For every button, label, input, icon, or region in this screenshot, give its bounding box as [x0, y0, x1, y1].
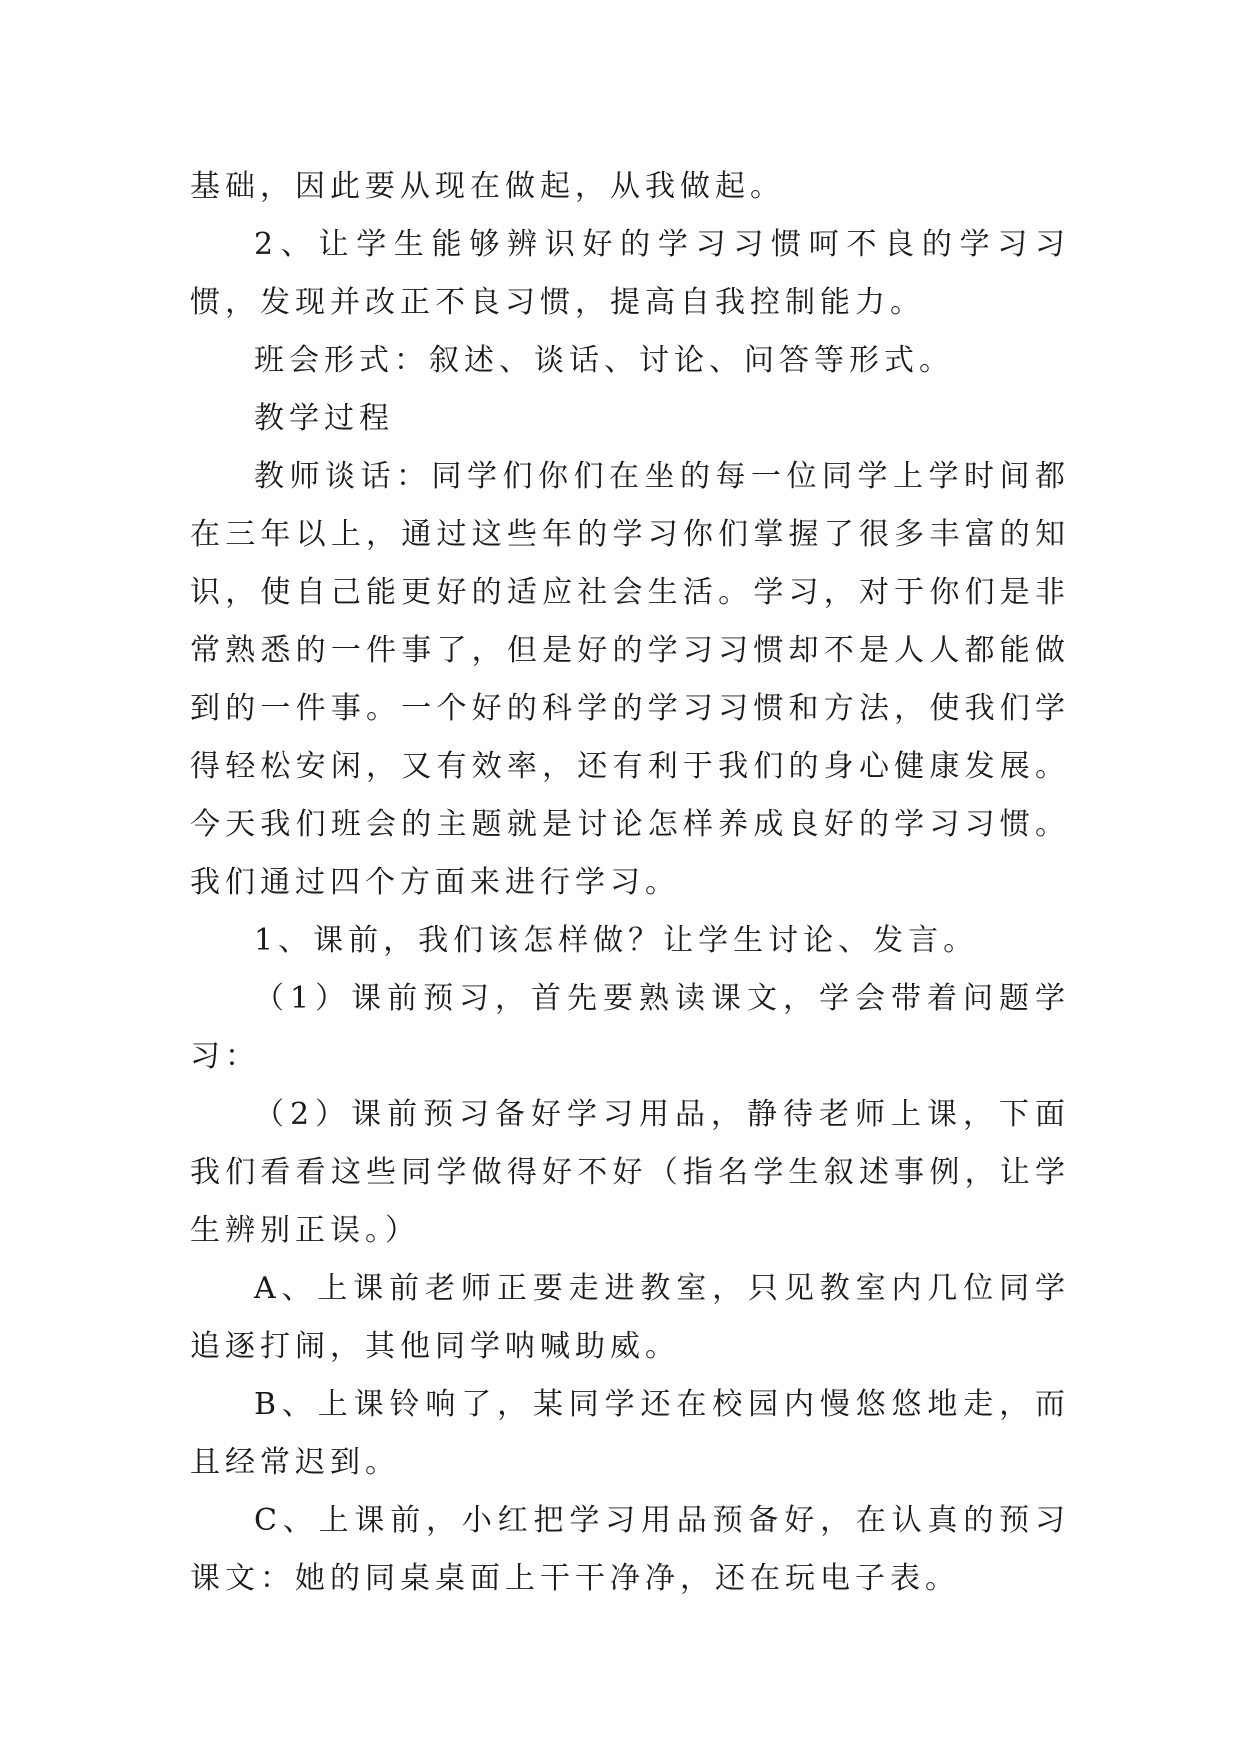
paragraph-1: 基础，因此要从现在做起，从我做起。: [190, 169, 785, 204]
paragraph-4: 教学过程: [254, 401, 394, 436]
paragraph-9: A、上课前老师正要走进教室，只见教室内几位同学追逐打闹，其他同学呐喊助威。: [190, 1271, 1070, 1364]
paragraph-2: 2、让学生能够辨识好的学习习惯呵不良的学习习惯，发现并改正不良习惯，提高自我控制能力。: [190, 227, 1070, 320]
paragraph-8: （2）课前预习备好学习用品，静待老师上课，下面我们看看这些同学做得好不好（指名学生叙述事例，让学生辨别正误。）: [190, 1097, 1070, 1248]
paragraph-6: 1、课前，我们该怎样做？让学生讨论、发言。: [254, 923, 979, 958]
paragraph-10: B、上课铃响了，某同学还在校园内慢悠悠地走，而且经常迟到。: [190, 1387, 1070, 1480]
paragraph-11: C、上课前，小红把学习用品预备好，在认真的预习课文：她的同桌桌面上干干净净，还在玩电子表。: [190, 1503, 1070, 1596]
paragraph-7: （1）课前预习，首先要熟读课文，学会带着问题学习：: [190, 981, 1070, 1074]
document-body: [190, 158, 1070, 1608]
paragraph-3: 班会形式：叙述、谈话、讨论、问答等形式。: [254, 343, 954, 378]
paragraph-5: 教师谈话：同学们你们在坐的每一位同学上学时间都在三年以上，通过这些年的学习你们掌握了很多丰富的知识，使自己能更好的适应社会生活。学习，对于你们是非常熟悉的一件事了，但是好的学习习惯却不是人人都能做到的一件事。一个好的科学的学习习惯和方法，使我们学得轻松安闲，又有效率，还有利于我们的身心健康发展。今天我们班会的主题就是讨论怎样养成良好的学习习惯。我们通过四个方面来进行学习。: [190, 459, 1070, 900]
